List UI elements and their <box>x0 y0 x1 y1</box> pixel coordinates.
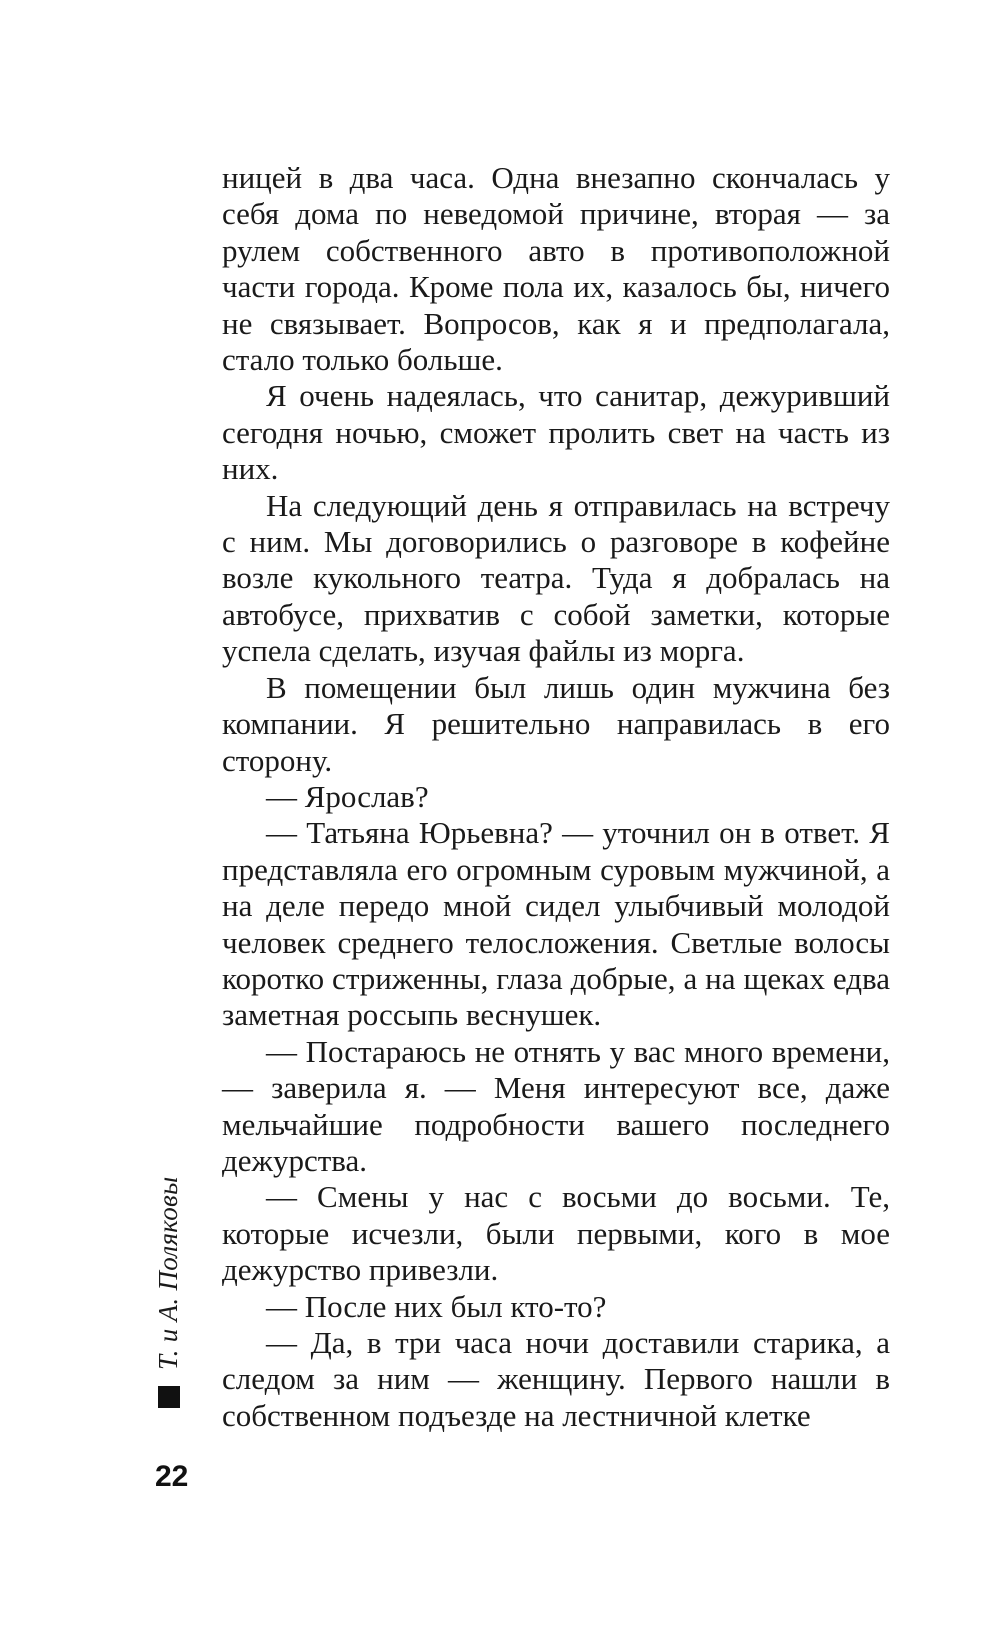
author-names: Т. и А. Поляковы <box>153 1176 183 1370</box>
running-header <box>153 1176 184 1408</box>
paragraph: Я очень надеялась, что санитар, дежуривший сегодня ночью, сможет пролить свет на часть из них. <box>222 378 890 487</box>
square-marker-icon <box>158 1386 180 1408</box>
page-number: 22 <box>155 1460 189 1493</box>
dialogue-line: — Да, в три часа ночи доставили старика, а следом за ним — женщину. Первого нашли в собственном подъезде на лестничной клетке <box>222 1325 890 1433</box>
dialogue-line: — После них был кто-то? <box>266 1288 607 1324</box>
paragraph: В помещении был лишь один мужчина без компании. Я решительно направилась в его сторону. <box>222 669 890 778</box>
paragraph: На следующий день я отправилась на встречу с ним. Мы договорились о разговоре в кофейне возле кукольного театра. Туда я добралась на автобусе, прихватив с собой заметки, которые успела сделать, изучая файлы из морга. <box>222 487 890 669</box>
dialogue-line: — Ярослав? <box>266 778 429 814</box>
dialogue-line: — Постараюсь не отнять у вас много времени, — заверила я. — Меня интересуют все, даже мельчайшие подробности вашего последнего дежурства. <box>222 1033 890 1178</box>
dialogue-line: — Смены у нас с восьми до восьми. Те, которые исчезли, были первыми, кого в мое дежурство привезли. <box>222 1179 890 1288</box>
paragraph-continuation: ницей в два часа. Одна внезапно скончалась у себя дома по неведомой причине, вторая — за рулем собственного авто в противоположной части города. Кроме пола их, казалось бы, ничего не связывает. Вопросов, как я и предполагала, стало только больше. <box>222 160 890 378</box>
body-text <box>222 160 890 1434</box>
dialogue-line: — Татьяна Юрьевна? — уточнил он в ответ. Я представляла его огромным суровым мужчиной, а на деле передо мной сидел улыбчивый молодой человек среднего телосложения. Светлые волосы коротко стриженны, глаза добрые, а на щеках едва заметная россыпь веснушек. <box>222 815 890 1033</box>
